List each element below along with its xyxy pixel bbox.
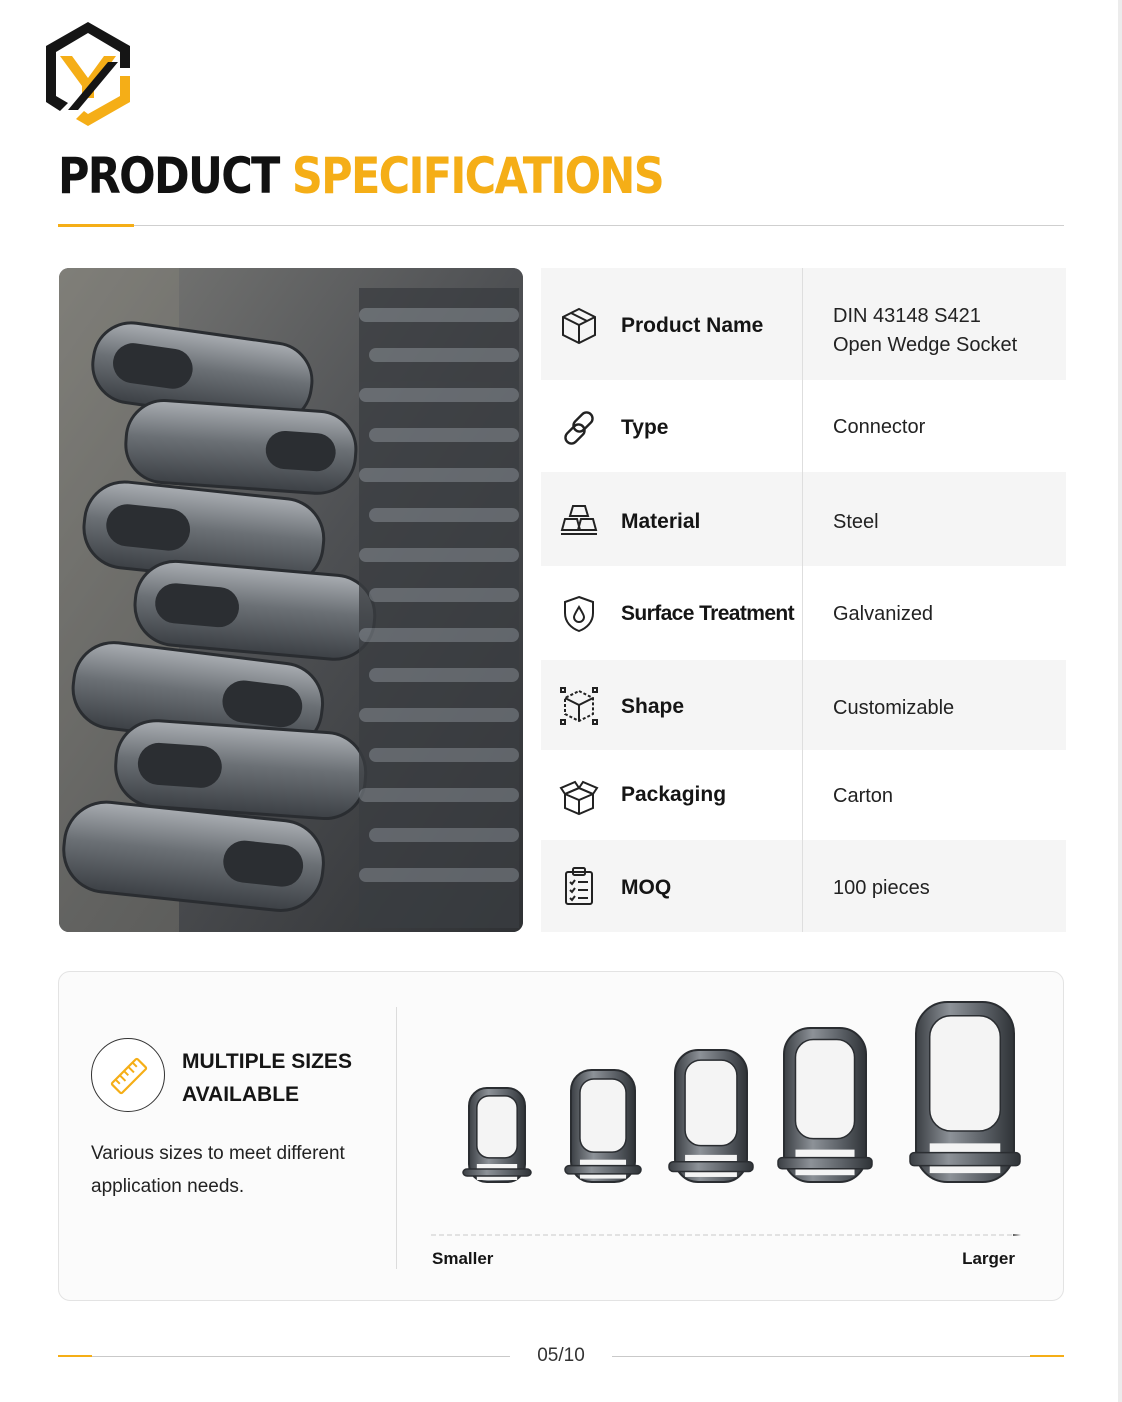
ruler-icon <box>92 1039 166 1113</box>
link-icon <box>559 408 599 448</box>
title-divider <box>58 225 1064 226</box>
size-scale-arrow <box>431 1234 1021 1236</box>
spec-row-product-name <box>541 268 1066 380</box>
sizes-description: Various sizes to meet different application needs. <box>91 1143 345 1197</box>
spec-value: Steel <box>833 511 879 533</box>
title-part-1: PRODUCT <box>58 147 279 205</box>
spec-row-packaging <box>541 750 1066 840</box>
spec-value: Customizable <box>833 697 955 719</box>
sizes-title: MULTIPLE SIZES AVAILABLE <box>182 1050 352 1106</box>
scale-min-label: Smaller <box>432 1249 494 1268</box>
title-part-2: SPECIFICATIONS <box>291 147 663 205</box>
card-divider <box>396 1007 397 1269</box>
socket-size-3 <box>669 1050 753 1182</box>
spec-row-material <box>541 472 1066 566</box>
page-number: 05/10 <box>537 1345 585 1366</box>
socket-size-5 <box>910 1002 1020 1182</box>
product-photo <box>59 268 523 932</box>
spec-row-moq <box>541 840 1066 932</box>
spec-value: 100 pieces <box>833 877 930 899</box>
spec-label: Surface Treatment <box>621 602 795 625</box>
shield-drop-icon <box>559 594 599 634</box>
spec-label: Product Name <box>621 314 764 337</box>
sizes-card <box>58 971 1064 1301</box>
socket-size-4 <box>778 1028 872 1182</box>
footer-rule-left <box>58 1356 510 1357</box>
spec-label: Type <box>621 416 669 439</box>
package-icon <box>559 776 599 816</box>
spec-label: MOQ <box>621 876 672 899</box>
page-title <box>58 146 663 206</box>
spec-row-type <box>541 380 1066 472</box>
ingots-icon <box>559 500 599 540</box>
spec-value: Connector <box>833 416 926 438</box>
spec-label: Material <box>621 510 701 533</box>
brand-logo <box>38 18 138 130</box>
spec-value: Galvanized <box>833 603 934 625</box>
spec-row-surface <box>541 566 1066 660</box>
spec-label: Shape <box>621 695 685 718</box>
clipboard-icon <box>559 866 599 906</box>
socket-size-illustration <box>419 992 1039 1202</box>
box-icon <box>559 306 599 346</box>
spec-label: Packaging <box>621 783 727 806</box>
ruler-badge <box>91 1038 165 1112</box>
spec-column-divider <box>802 268 803 932</box>
title-accent-bar <box>58 224 134 227</box>
spec-table <box>541 268 1066 932</box>
page-edge <box>1118 0 1122 1402</box>
socket-size-1 <box>463 1088 531 1182</box>
footer-accent-right <box>1030 1355 1064 1357</box>
cube-frame-icon <box>559 686 599 726</box>
scale-max-label: Larger <box>962 1249 1015 1268</box>
socket-size-2 <box>565 1070 641 1182</box>
spec-value: Carton <box>833 785 894 807</box>
spec-value: DIN 43148 S421 Open Wedge Socket <box>833 305 1018 356</box>
footer-accent-left <box>58 1355 92 1357</box>
spec-row-shape <box>541 660 1066 750</box>
footer-rule-right <box>612 1356 1064 1357</box>
